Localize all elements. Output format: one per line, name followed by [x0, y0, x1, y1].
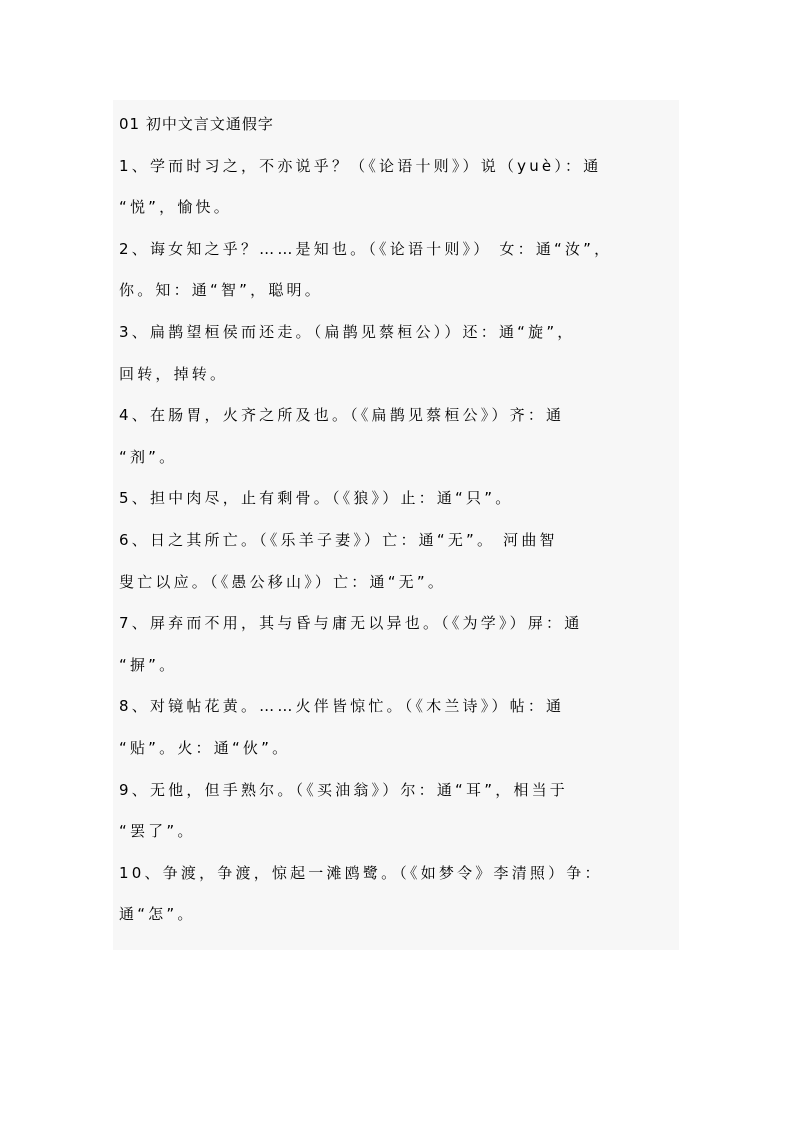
entry-line-7a: 7、屏弃而不用，其与昏与庸无以异也。（《为学》）屏：通 [119, 614, 583, 633]
entry-line-9a: 9、无他，但手熟尔。（《买油翁》）尔：通“耳”，相当于 [119, 780, 568, 799]
entry-line-2a: 2、诲女知之乎？……是知也。（《论语十则》） 女：通“汝”， [119, 239, 613, 258]
entry-line-4a: 4、在肠胃，火齐之所及也。（《扁鹊见蔡桓公》）齐：通 [119, 406, 565, 425]
entry-line-10a: 10、争渡，争渡，惊起一滩鸥鹭。（《如梦令》李清照）争： [119, 863, 603, 882]
entry-line-8a: 8、对镜帖花黄。……火伴皆惊忙。（《木兰诗》）帖：通 [119, 697, 565, 716]
entry-line-2b: 你。知：通“智”，聪明。 [119, 281, 323, 300]
entry-line-5: 5、担中肉尽，止有剩骨。（《狼》）止：通“只”。 [119, 489, 514, 508]
entry-line-9b: “罢了”。 [119, 822, 196, 841]
entry-line-3a: 3、扁鹊望桓侯而还走。（扁鹊见蔡桓公））还：通“旋”， [119, 322, 576, 341]
entry-line-8b: “贴”。火：通“伙”。 [119, 738, 291, 757]
entry-line-3b: 回转，掉转。 [119, 364, 229, 383]
entry-line-4b: “剂”。 [119, 447, 178, 466]
entry-line-1b: “悦”，愉快。 [119, 198, 232, 217]
document-body [113, 100, 679, 950]
entry-line-6b: 叟亡以应。（《愚公移山》）亡：通“无”。 [119, 572, 447, 591]
entry-line-10b: 通“怎”。 [119, 905, 196, 924]
document-title: 01 初中文言文通假字 [119, 115, 274, 133]
entry-line-7b: “摒”。 [119, 655, 178, 674]
entry-line-1a: 1、学而时习之，不亦说乎？（《论语十则》）说（yuè）：通 [119, 156, 602, 175]
entry-line-6a: 6、日之其所亡。（《乐羊子妻》）亡：通“无”。 河曲智 [119, 530, 558, 549]
